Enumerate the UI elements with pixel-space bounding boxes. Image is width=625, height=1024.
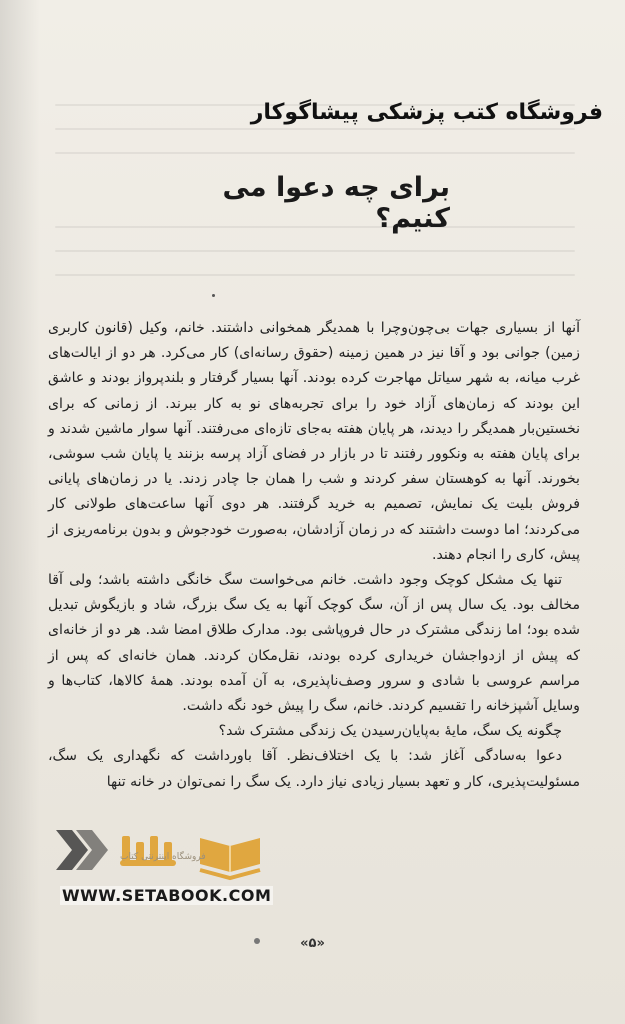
setabook-book-icon	[200, 838, 260, 878]
chapter-title: برای چه دعوا می کنیم؟	[222, 172, 450, 234]
page-number: «۵»	[300, 936, 325, 951]
paragraph: چگونه یک سگ، مایهٔ به‌پایان‌رسیدن یک زندگی مشترک شد؟	[218, 723, 562, 740]
show-through-line	[55, 250, 575, 252]
paragraph: آنها از بسیاری جهات بی‌چون‌وچرا با همدیگر همخوانی داشتند. خانم، وکیل (قانون کاربری زمین) جوانی بود و آقا نیز در همین زمینه (حقوق رسانه‌ای) کار می‌کرد. هر دو از ایالت‌های غرب میانه، به شهر سیاتل مهاجرت کرده بودند. آنها بسیار گرفتار و بلندپرواز بودند و عاشق این بودند که زمان‌های آزاد خود را برای تجربه‌های نو به کار ببرند. از زمانی که برای نخستین‌بار همدیگر را دیدند، هر پایان هفته به‌جای تازه‌ای می‌رفتند. آنها سوار ماشین شدند و برای پایان هفته به ونکوور رفتند تا در بازار در فضای آزاد پرسه بزنند یا پایان شب سوشی، بخورند. آنها به کوهستان سفر کردند و شب را همان جا چادر زدند. یا در زمان‌های پایانی فروش بلیت یک نمایش، تصمیم به خرید گرفتند. هر دوی آنها ساعت‌های طولانی کار می‌کردند؛ اما دوست داشتند که در زمان آزادشان، به‌صورت خودجوش و بدون برنامه‌ریزی از پیش، کاری را انجام دهند.	[48, 320, 580, 563]
show-through-line	[55, 128, 575, 130]
paragraph: تنها یک مشکل کوچک وجود داشت. خانم می‌خواست سگ خانگی داشته باشد؛ ولی آقا مخالف بود. یک سال پس از آن، سگ کوچک آنها به یک سگ بزرگ، شاد و بازیگوش تبدیل شده بود؛ اما زندگی مشترک در حال فروپاشی بود. مدارک طلاق امضا شد. هر دو از خانه‌ای که پیش از ازدواجشان خریداری کرده بودند، نقل‌مکان کردند. همان خانه‌ای که پس از مراسم عروسی با شادی و سرور وصف‌ناپذیری، به آن آمده بودند. همهٔ کالاها، کتاب‌ها و وسایل آشپزخانه را تقسیم کردند. خانم، سگ را پیش خود نگه داشت.	[48, 572, 580, 715]
watermark-tagline: فروشگاه اینترنتی کتاب	[120, 852, 206, 862]
show-through-line	[55, 274, 575, 276]
show-through-line	[55, 152, 575, 154]
body-text	[48, 316, 580, 795]
ink-dot	[212, 294, 215, 297]
publisher-header: فروشگاه کتب پزشکی پیشاگوکار	[250, 100, 603, 125]
watermark-url: WWW.SETABOOK.COM	[62, 886, 272, 905]
spine-shadow	[0, 0, 40, 1024]
paragraph: دعوا به‌سادگی آغاز شد: با یک اختلاف‌نظر. آقا باورداشت که نگهداری یک سگ، مسئولیت‌پذیری، کار و تعهد بسیار زیادی نیاز دارد. یک سگ را نمی‌توان در خانه تنها	[48, 748, 580, 790]
setabook-arrow-icon	[56, 830, 108, 870]
